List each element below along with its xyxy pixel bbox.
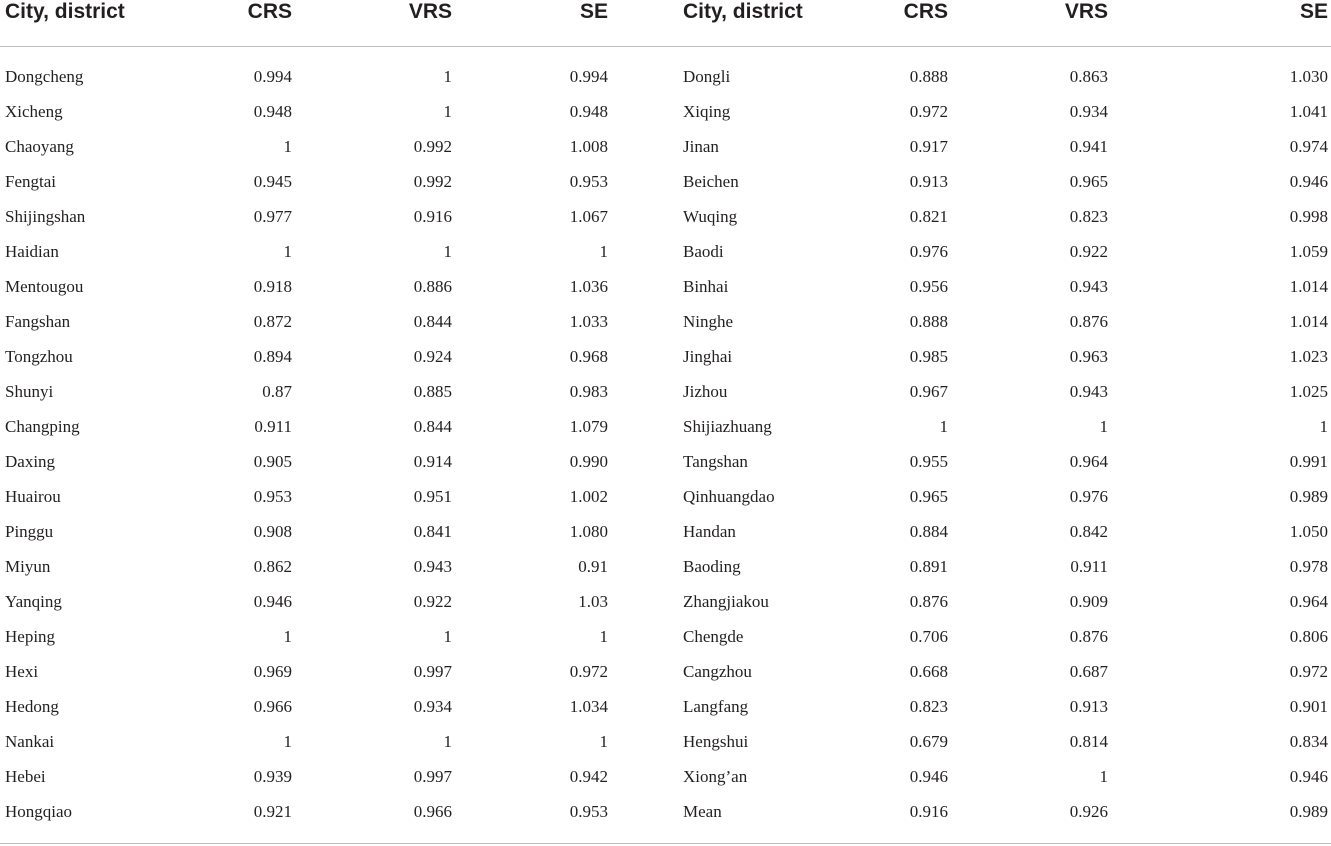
vrs-value-right: 0.876: [1069, 311, 1108, 331]
table-row: [0, 234, 1331, 269]
vrs-value-right: 0.911: [1070, 556, 1108, 576]
se-value-right: 0.972: [1289, 661, 1328, 681]
vrs-value-left: 0.844: [413, 416, 452, 436]
table-row: [0, 94, 1331, 129]
city-name-left: Shijingshan: [5, 206, 86, 226]
crs-value-right: 0.956: [909, 276, 948, 296]
se-value-right: 1.059: [1289, 241, 1328, 261]
vrs-value-left: 0.992: [413, 136, 452, 156]
header-crs-left: CRS: [190, 0, 330, 47]
crs-value-right: 0.972: [909, 101, 948, 121]
se-value-right: 0.964: [1289, 591, 1328, 611]
city-name-left: Hexi: [5, 661, 39, 681]
se-value-left: 1.03: [578, 591, 608, 611]
se-value-right: 0.946: [1289, 171, 1328, 191]
crs-value-left: 0.977: [253, 206, 292, 226]
vrs-value-left: 0.924: [413, 346, 452, 366]
table-row: [0, 759, 1331, 794]
se-value-left: 0.942: [569, 766, 608, 786]
se-value-right: 1.050: [1289, 521, 1328, 541]
city-name-left: Mentougou: [5, 276, 84, 296]
se-value-left: 1.008: [569, 136, 608, 156]
city-name-left: Nankai: [5, 731, 55, 751]
crs-value-right: 0.965: [909, 486, 948, 506]
crs-value-left: 0.908: [253, 521, 292, 541]
table-row: [0, 129, 1331, 164]
city-name-right: Baodi: [683, 241, 724, 261]
city-name-right: Mean: [650, 794, 840, 844]
crs-value-right: 0.891: [909, 556, 948, 576]
crs-value-right: 0.955: [909, 451, 948, 471]
table-row: [0, 654, 1331, 689]
se-value-left: 1.036: [569, 276, 608, 296]
crs-value-left: 0.905: [253, 451, 292, 471]
header-city-district-right: City, district: [650, 0, 840, 47]
vrs-value-right: 0.926: [990, 794, 1160, 844]
vrs-value-left: 1: [443, 66, 452, 86]
table-row: [0, 199, 1331, 234]
vrs-value-right: 0.963: [1069, 346, 1108, 366]
vrs-value-left: 0.886: [413, 276, 452, 296]
crs-value-right: 0.706: [909, 626, 948, 646]
se-value-left: 0.968: [569, 346, 608, 366]
crs-value-left: 0.872: [253, 311, 292, 331]
crs-value-right: 0.823: [909, 696, 948, 716]
se-value-right: 0.991: [1289, 451, 1328, 471]
crs-value-right: 0.884: [909, 521, 948, 541]
crs-value-left: 0.862: [253, 556, 292, 576]
crs-value-left: 1: [283, 626, 292, 646]
se-value-right: 1.014: [1289, 276, 1328, 296]
table-row: [0, 619, 1331, 654]
city-name-left: Dongcheng: [5, 66, 84, 86]
city-name-right: Wuqing: [683, 206, 738, 226]
se-value-left: 0.983: [569, 381, 608, 401]
table-row: [0, 584, 1331, 619]
table-row: [0, 374, 1331, 409]
vrs-value-right: 0.964: [1069, 451, 1108, 471]
vrs-value-right: 1: [1099, 416, 1108, 436]
city-name-left: Hebei: [5, 766, 46, 786]
se-value-left: 1.034: [569, 696, 608, 716]
header-vrs-left: VRS: [330, 0, 500, 47]
city-name-left: Hongqiao: [0, 794, 190, 844]
city-name-right: Beichen: [683, 171, 739, 191]
se-value-right: 0.974: [1289, 136, 1328, 156]
vrs-value-left: 1: [443, 101, 452, 121]
crs-value-right: 0.821: [909, 206, 948, 226]
city-name-right: Binhai: [683, 276, 729, 296]
crs-value-right: 1: [939, 416, 948, 436]
city-name-right: Jinan: [683, 136, 719, 156]
crs-value-right: 0.913: [909, 171, 948, 191]
se-value-left: 1: [599, 626, 608, 646]
city-name-left: Haidian: [5, 241, 59, 261]
header-crs-right: CRS: [840, 0, 990, 47]
crs-value-left: 0.911: [254, 416, 292, 436]
se-value-left: 1: [599, 731, 608, 751]
crs-value-right: 0.985: [909, 346, 948, 366]
se-value-left: 0.990: [569, 451, 608, 471]
se-value-left: 0.994: [569, 66, 608, 86]
city-name-left: Fengtai: [5, 171, 56, 191]
city-name-left: Pinggu: [5, 521, 54, 541]
se-value-left: 0.972: [569, 661, 608, 681]
city-name-left: Huairou: [5, 486, 61, 506]
city-name-right: Xiqing: [683, 101, 731, 121]
city-name-left: Xicheng: [5, 101, 63, 121]
crs-value-left: 0.921: [190, 794, 330, 844]
se-value-right: 0.834: [1289, 731, 1328, 751]
se-value-right: 0.978: [1289, 556, 1328, 576]
city-name-right: Zhangjiakou: [683, 591, 769, 611]
vrs-value-left: 0.934: [413, 696, 452, 716]
crs-value-right: 0.888: [909, 66, 948, 86]
header-city-district-left: City, district: [0, 0, 190, 47]
vrs-value-right: 0.823: [1069, 206, 1108, 226]
se-value-left: 1.080: [569, 521, 608, 541]
header-se-left: SE: [500, 0, 650, 47]
se-value-left: 0.953: [569, 171, 608, 191]
se-value-right: 0.946: [1289, 766, 1328, 786]
vrs-value-right: 0.863: [1069, 66, 1108, 86]
crs-value-right: 0.876: [909, 591, 948, 611]
table-row: [0, 269, 1331, 304]
crs-value-right: 0.946: [909, 766, 948, 786]
crs-value-left: 1: [283, 731, 292, 751]
se-value-right: 0.806: [1289, 626, 1328, 646]
se-value-right: 0.989: [1289, 486, 1328, 506]
city-name-right: Hengshui: [683, 731, 749, 751]
city-name-right: Qinhuangdao: [683, 486, 775, 506]
se-value-right: 1.025: [1289, 381, 1328, 401]
crs-value-left: 0.948: [253, 101, 292, 121]
vrs-value-left: 0.951: [413, 486, 452, 506]
table-row: [0, 444, 1331, 479]
city-name-right: Jinghai: [683, 346, 733, 366]
city-name-right: Dongli: [683, 66, 731, 86]
city-name-right: Baoding: [683, 556, 741, 576]
se-value-left: 0.948: [569, 101, 608, 121]
se-value-right: 1.014: [1289, 311, 1328, 331]
se-value-right: 1.041: [1289, 101, 1328, 121]
vrs-value-left: 0.914: [413, 451, 452, 471]
vrs-value-left: 0.916: [413, 206, 452, 226]
crs-value-right: 0.967: [909, 381, 948, 401]
city-name-right: Chengde: [683, 626, 744, 646]
city-name-right: Shijiazhuang: [683, 416, 772, 436]
vrs-value-right: 0.965: [1069, 171, 1108, 191]
table-header: [0, 0, 1331, 47]
vrs-value-left: 0.997: [413, 766, 452, 786]
crs-value-left: 0.966: [253, 696, 292, 716]
header-row: [0, 0, 1331, 47]
vrs-value-left: 0.966: [330, 794, 500, 844]
table-row: [0, 339, 1331, 374]
se-value-left: 1.067: [569, 206, 608, 226]
table-row: [0, 514, 1331, 549]
vrs-value-left: 1: [443, 626, 452, 646]
crs-value-right: 0.916: [840, 794, 990, 844]
table-row: [0, 47, 1331, 95]
city-name-right: Langfang: [683, 696, 749, 716]
city-name-left: Shunyi: [5, 381, 54, 401]
vrs-value-right: 0.814: [1069, 731, 1108, 751]
city-name-right: Cangzhou: [683, 661, 752, 681]
crs-value-left: 0.87: [262, 381, 292, 401]
city-name-left: Hedong: [5, 696, 59, 716]
city-name-left: Daxing: [5, 451, 56, 471]
vrs-value-right: 0.943: [1069, 276, 1108, 296]
se-value-right: 1.023: [1289, 346, 1328, 366]
crs-value-right: 0.917: [909, 136, 948, 156]
city-name-left: Yanqing: [5, 591, 62, 611]
se-value-left: 1.033: [569, 311, 608, 331]
crs-value-left: 0.994: [253, 66, 292, 86]
city-name-left: Heping: [5, 626, 56, 646]
crs-value-left: 1: [283, 136, 292, 156]
city-name-right: Tangshan: [683, 451, 748, 471]
vrs-value-right: 0.976: [1069, 486, 1108, 506]
vrs-value-left: 0.922: [413, 591, 452, 611]
crs-value-right: 0.888: [909, 311, 948, 331]
vrs-value-left: 0.943: [413, 556, 452, 576]
header-vrs-right: VRS: [990, 0, 1160, 47]
se-value-right: 1: [1319, 416, 1328, 436]
crs-value-left: 0.946: [253, 591, 292, 611]
crs-value-left: 0.945: [253, 171, 292, 191]
vrs-value-left: 0.841: [413, 521, 452, 541]
vrs-value-right: 1: [1099, 766, 1108, 786]
se-value-right: 0.901: [1289, 696, 1328, 716]
vrs-value-right: 0.687: [1069, 661, 1108, 681]
table-body: [0, 47, 1331, 844]
table-row: [0, 304, 1331, 339]
vrs-value-left: 0.885: [413, 381, 452, 401]
crs-value-left: 0.894: [253, 346, 292, 366]
table-row: [0, 409, 1331, 444]
crs-value-right: 0.668: [909, 661, 948, 681]
city-name-right: Handan: [683, 521, 736, 541]
se-value-right: 0.989: [1160, 794, 1331, 844]
vrs-value-right: 0.941: [1069, 136, 1108, 156]
vrs-value-left: 0.844: [413, 311, 452, 331]
table-row: [0, 479, 1331, 514]
vrs-value-right: 0.913: [1069, 696, 1108, 716]
city-name-left: Fangshan: [5, 311, 71, 331]
se-value-left: 1.002: [569, 486, 608, 506]
crs-value-left: 0.969: [253, 661, 292, 681]
vrs-value-left: 1: [443, 731, 452, 751]
vrs-value-left: 0.997: [413, 661, 452, 681]
vrs-value-right: 0.922: [1069, 241, 1108, 261]
vrs-value-right: 0.909: [1069, 591, 1108, 611]
crs-value-left: 0.953: [253, 486, 292, 506]
city-name-left: Changping: [5, 416, 80, 436]
table-row: [0, 164, 1331, 199]
city-name-right: Ninghe: [683, 311, 734, 331]
vrs-value-right: 0.934: [1069, 101, 1108, 121]
header-se-right: SE: [1160, 0, 1331, 47]
table-row: [0, 724, 1331, 759]
crs-value-right: 0.976: [909, 241, 948, 261]
table-row: [0, 689, 1331, 724]
crs-value-right: 0.679: [909, 731, 948, 751]
vrs-value-left: 0.992: [413, 171, 452, 191]
vrs-value-left: 1: [443, 241, 452, 261]
se-value-right: 1.030: [1289, 66, 1328, 86]
city-name-right: Xiong’an: [683, 766, 748, 786]
crs-value-left: 0.939: [253, 766, 292, 786]
se-value-right: 0.998: [1289, 206, 1328, 226]
se-value-left: 0.91: [578, 556, 608, 576]
crs-value-left: 0.918: [253, 276, 292, 296]
se-value-left: 0.953: [500, 794, 650, 844]
city-name-left: Tongzhou: [5, 346, 73, 366]
crs-value-left: 1: [283, 241, 292, 261]
se-value-left: 1.079: [569, 416, 608, 436]
table-row: [0, 794, 1331, 844]
vrs-value-right: 0.943: [1069, 381, 1108, 401]
se-value-left: 1: [599, 241, 608, 261]
city-name-left: Chaoyang: [5, 136, 74, 156]
city-name-right: Jizhou: [683, 381, 728, 401]
city-name-left: Miyun: [5, 556, 51, 576]
table-row: [0, 549, 1331, 584]
vrs-value-right: 0.876: [1069, 626, 1108, 646]
vrs-value-right: 0.842: [1069, 521, 1108, 541]
